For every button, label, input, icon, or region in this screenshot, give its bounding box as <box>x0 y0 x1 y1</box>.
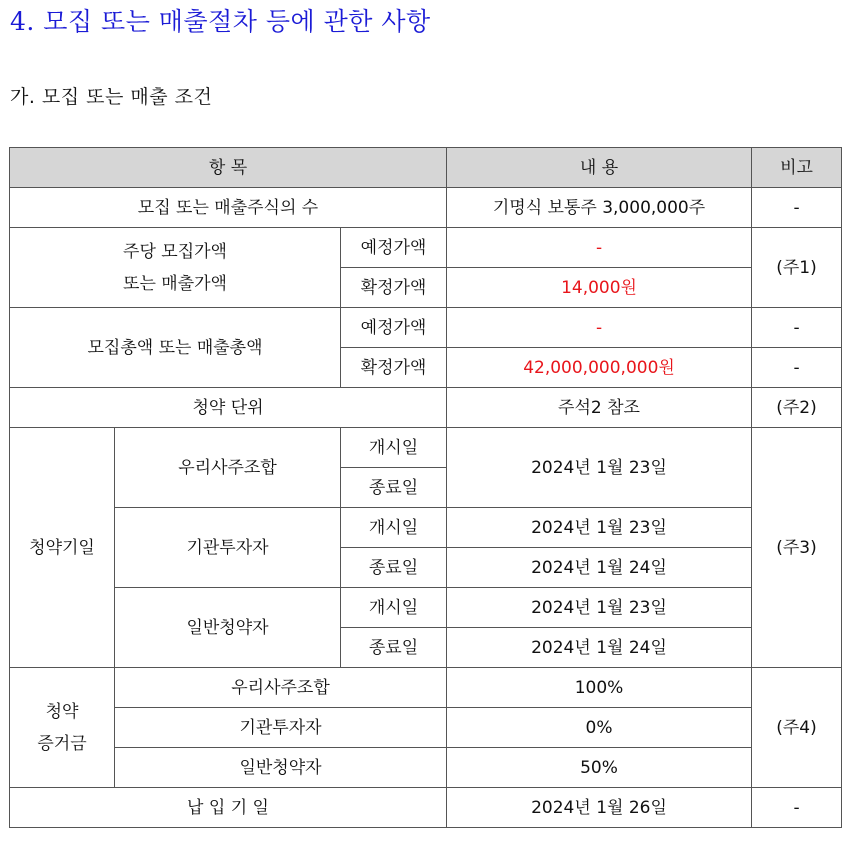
price-label-line2: 또는 매출가액 <box>123 273 227 294</box>
deposit-institutional-value: 0% <box>447 708 752 748</box>
institutional-start-label: 개시일 <box>341 508 447 548</box>
general-start-value: 2024년 1월 23일 <box>447 588 752 628</box>
table-row <box>10 388 842 428</box>
shares-note: - <box>752 188 842 228</box>
deposit-note: (주4) <box>752 668 842 788</box>
shares-label: 모집 또는 매출주식의 수 <box>10 188 447 228</box>
header-item: 항 목 <box>10 148 447 188</box>
subscription-unit-value: 주석2 참조 <box>447 388 752 428</box>
general-end-value: 2024년 1월 24일 <box>447 628 752 668</box>
table-row <box>10 588 842 628</box>
price-expected-label: 예정가액 <box>341 228 447 268</box>
payment-date-note: - <box>752 788 842 828</box>
deposit-general-name: 일반청약자 <box>115 748 447 788</box>
table-row <box>10 228 842 268</box>
subscription-period-label: 청약기일 <box>10 428 115 668</box>
table-row <box>10 708 842 748</box>
table-row <box>10 508 842 548</box>
price-final-label: 확정가액 <box>341 268 447 308</box>
payment-date-value: 2024년 1월 26일 <box>447 788 752 828</box>
header-note: 비고 <box>752 148 842 188</box>
employee-start-label: 개시일 <box>341 428 447 468</box>
institutional-start-value: 2024년 1월 23일 <box>447 508 752 548</box>
table-row <box>10 428 842 468</box>
deposit-general-value: 50% <box>447 748 752 788</box>
table-row <box>10 188 842 228</box>
subscription-unit-note: (주2) <box>752 388 842 428</box>
total-final-note: - <box>752 348 842 388</box>
section-title: 4. 모집 또는 매출절차 등에 관한 사항 <box>10 7 431 36</box>
subsection-title: 가. 모집 또는 매출 조건 <box>10 86 213 108</box>
table-row <box>10 668 842 708</box>
total-expected-label: 예정가액 <box>341 308 447 348</box>
deposit-label <box>10 668 115 788</box>
total-final-value: 42,000,000,000원 <box>447 348 752 388</box>
general-end-label: 종료일 <box>341 628 447 668</box>
table-header-row <box>10 148 842 188</box>
price-note: (주1) <box>752 228 842 308</box>
institutional-end-value: 2024년 1월 24일 <box>447 548 752 588</box>
total-expected-note: - <box>752 308 842 348</box>
price-final-value: 14,000원 <box>447 268 752 308</box>
employee-period-value: 2024년 1월 23일 <box>447 428 752 508</box>
offering-terms-table <box>9 147 842 828</box>
general-start-label: 개시일 <box>341 588 447 628</box>
group-name-general: 일반청약자 <box>115 588 341 668</box>
table-row <box>10 308 842 348</box>
table-row <box>10 788 842 828</box>
deposit-institutional-name: 기관투자자 <box>115 708 447 748</box>
institutional-end-label: 종료일 <box>341 548 447 588</box>
employee-end-label: 종료일 <box>341 468 447 508</box>
total-amount-label: 모집총액 또는 매출총액 <box>10 308 341 388</box>
subscription-period-note: (주3) <box>752 428 842 668</box>
payment-date-label: 납 입 기 일 <box>10 788 447 828</box>
deposit-label-line1: 청약 <box>45 701 79 722</box>
total-expected-value: - <box>447 308 752 348</box>
deposit-employee-value: 100% <box>447 668 752 708</box>
group-name-employee: 우리사주조합 <box>115 428 341 508</box>
group-name-institutional: 기관투자자 <box>115 508 341 588</box>
subscription-unit-label: 청약 단위 <box>10 388 447 428</box>
deposit-label-line2: 증거금 <box>37 733 87 754</box>
deposit-employee-name: 우리사주조합 <box>115 668 447 708</box>
price-expected-value: - <box>447 228 752 268</box>
price-per-share-label <box>10 228 341 308</box>
table-row <box>10 748 842 788</box>
total-final-label: 확정가액 <box>341 348 447 388</box>
price-label-line1: 주당 모집가액 <box>123 241 227 262</box>
shares-value: 기명식 보통주 3,000,000주 <box>447 188 752 228</box>
header-content: 내 용 <box>447 148 752 188</box>
